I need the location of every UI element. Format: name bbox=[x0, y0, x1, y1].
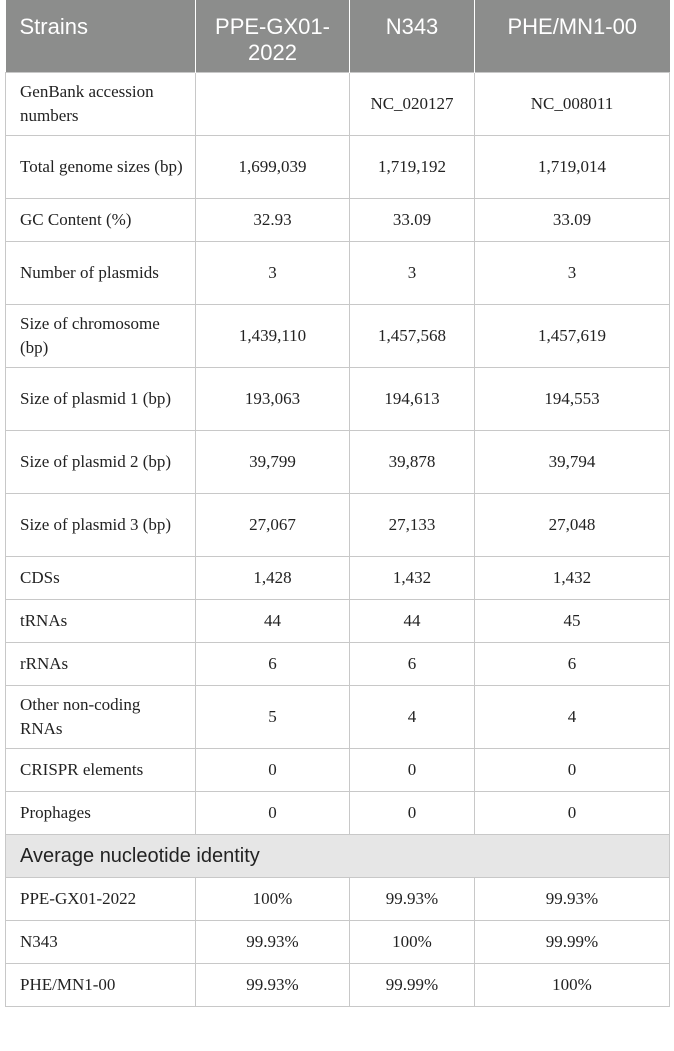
cell-value: NC_008011 bbox=[475, 73, 670, 136]
cell-value: 27,067 bbox=[196, 494, 350, 557]
column-header-phe-mn1-00: PHE/MN1-00 bbox=[475, 0, 670, 73]
table-row bbox=[6, 494, 670, 557]
table-row bbox=[6, 600, 670, 643]
cell-value: 1,719,192 bbox=[350, 136, 475, 199]
cell-value: 1,432 bbox=[350, 557, 475, 600]
row-label: Size of chromosome (bp) bbox=[6, 305, 196, 368]
table-row bbox=[6, 686, 670, 749]
cell-value: 6 bbox=[475, 643, 670, 686]
cell-value: 0 bbox=[196, 749, 350, 792]
column-header-ppe-gx01-2022: PPE-GX01-2022 bbox=[196, 0, 350, 73]
table-row bbox=[6, 136, 670, 199]
cell-value: 27,133 bbox=[350, 494, 475, 557]
cell-value: 3 bbox=[475, 242, 670, 305]
table-row bbox=[6, 199, 670, 242]
table-row bbox=[6, 643, 670, 686]
cell-value: 1,699,039 bbox=[196, 136, 350, 199]
table-row bbox=[6, 305, 670, 368]
row-label: Other non-coding RNAs bbox=[6, 686, 196, 749]
cell-value: 1,457,568 bbox=[350, 305, 475, 368]
row-label: Size of plasmid 2 (bp) bbox=[6, 431, 196, 494]
cell-value: 44 bbox=[196, 600, 350, 643]
cell-value: 1,432 bbox=[475, 557, 670, 600]
cell-value: 39,878 bbox=[350, 431, 475, 494]
cell-value: 33.09 bbox=[350, 199, 475, 242]
cell-value: 39,794 bbox=[475, 431, 670, 494]
cell-value: 44 bbox=[350, 600, 475, 643]
cell-value: 99.93% bbox=[475, 878, 670, 921]
cell-value: 27,048 bbox=[475, 494, 670, 557]
row-label: Prophages bbox=[6, 792, 196, 835]
row-label: Number of plasmids bbox=[6, 242, 196, 305]
cell-value: 33.09 bbox=[475, 199, 670, 242]
cell-value: 99.93% bbox=[196, 964, 350, 1007]
cell-value: 1,457,619 bbox=[475, 305, 670, 368]
cell-value: 193,063 bbox=[196, 368, 350, 431]
cell-value: 3 bbox=[196, 242, 350, 305]
row-label: tRNAs bbox=[6, 600, 196, 643]
table-header bbox=[6, 0, 670, 73]
column-header-n343: N343 bbox=[350, 0, 475, 73]
table-row bbox=[6, 557, 670, 600]
row-label: Size of plasmid 1 (bp) bbox=[6, 368, 196, 431]
cell-value: 45 bbox=[475, 600, 670, 643]
table-row bbox=[6, 921, 670, 964]
section-row bbox=[6, 835, 670, 878]
cell-value: 1,428 bbox=[196, 557, 350, 600]
row-label: Total genome sizes (bp) bbox=[6, 136, 196, 199]
row-label: GC Content (%) bbox=[6, 199, 196, 242]
cell-value: 3 bbox=[350, 242, 475, 305]
genome-comparison-table bbox=[5, 0, 670, 1007]
table-row bbox=[6, 73, 670, 136]
row-label: CRISPR elements bbox=[6, 749, 196, 792]
cell-value: 6 bbox=[196, 643, 350, 686]
table-row bbox=[6, 431, 670, 494]
row-label: N343 bbox=[6, 921, 196, 964]
table-row bbox=[6, 964, 670, 1007]
cell-value: 32.93 bbox=[196, 199, 350, 242]
row-label: rRNAs bbox=[6, 643, 196, 686]
cell-value: 0 bbox=[196, 792, 350, 835]
cell-value: 0 bbox=[350, 792, 475, 835]
row-label: PHE/MN1-00 bbox=[6, 964, 196, 1007]
row-label: CDSs bbox=[6, 557, 196, 600]
table-row bbox=[6, 749, 670, 792]
cell-value bbox=[196, 73, 350, 136]
cell-value: 194,613 bbox=[350, 368, 475, 431]
row-label: PPE-GX01-2022 bbox=[6, 878, 196, 921]
cell-value: 4 bbox=[475, 686, 670, 749]
cell-value: 99.99% bbox=[350, 964, 475, 1007]
row-label: Size of plasmid 3 (bp) bbox=[6, 494, 196, 557]
section-title-ani: Average nucleotide identity bbox=[6, 835, 670, 878]
cell-value: 39,799 bbox=[196, 431, 350, 494]
cell-value: 100% bbox=[196, 878, 350, 921]
table-row bbox=[6, 792, 670, 835]
cell-value: 99.93% bbox=[196, 921, 350, 964]
cell-value: 1,719,014 bbox=[475, 136, 670, 199]
cell-value: 0 bbox=[475, 749, 670, 792]
cell-value: 0 bbox=[475, 792, 670, 835]
row-label: GenBank accession numbers bbox=[6, 73, 196, 136]
header-row bbox=[6, 0, 670, 73]
cell-value: 4 bbox=[350, 686, 475, 749]
table-row bbox=[6, 242, 670, 305]
table-body bbox=[6, 73, 670, 1007]
cell-value: NC_020127 bbox=[350, 73, 475, 136]
cell-value: 99.93% bbox=[350, 878, 475, 921]
table-row bbox=[6, 878, 670, 921]
cell-value: 194,553 bbox=[475, 368, 670, 431]
table-row bbox=[6, 368, 670, 431]
column-header-strains: Strains bbox=[6, 0, 196, 73]
cell-value: 1,439,110 bbox=[196, 305, 350, 368]
cell-value: 99.99% bbox=[475, 921, 670, 964]
cell-value: 0 bbox=[350, 749, 475, 792]
cell-value: 6 bbox=[350, 643, 475, 686]
cell-value: 5 bbox=[196, 686, 350, 749]
cell-value: 100% bbox=[350, 921, 475, 964]
cell-value: 100% bbox=[475, 964, 670, 1007]
